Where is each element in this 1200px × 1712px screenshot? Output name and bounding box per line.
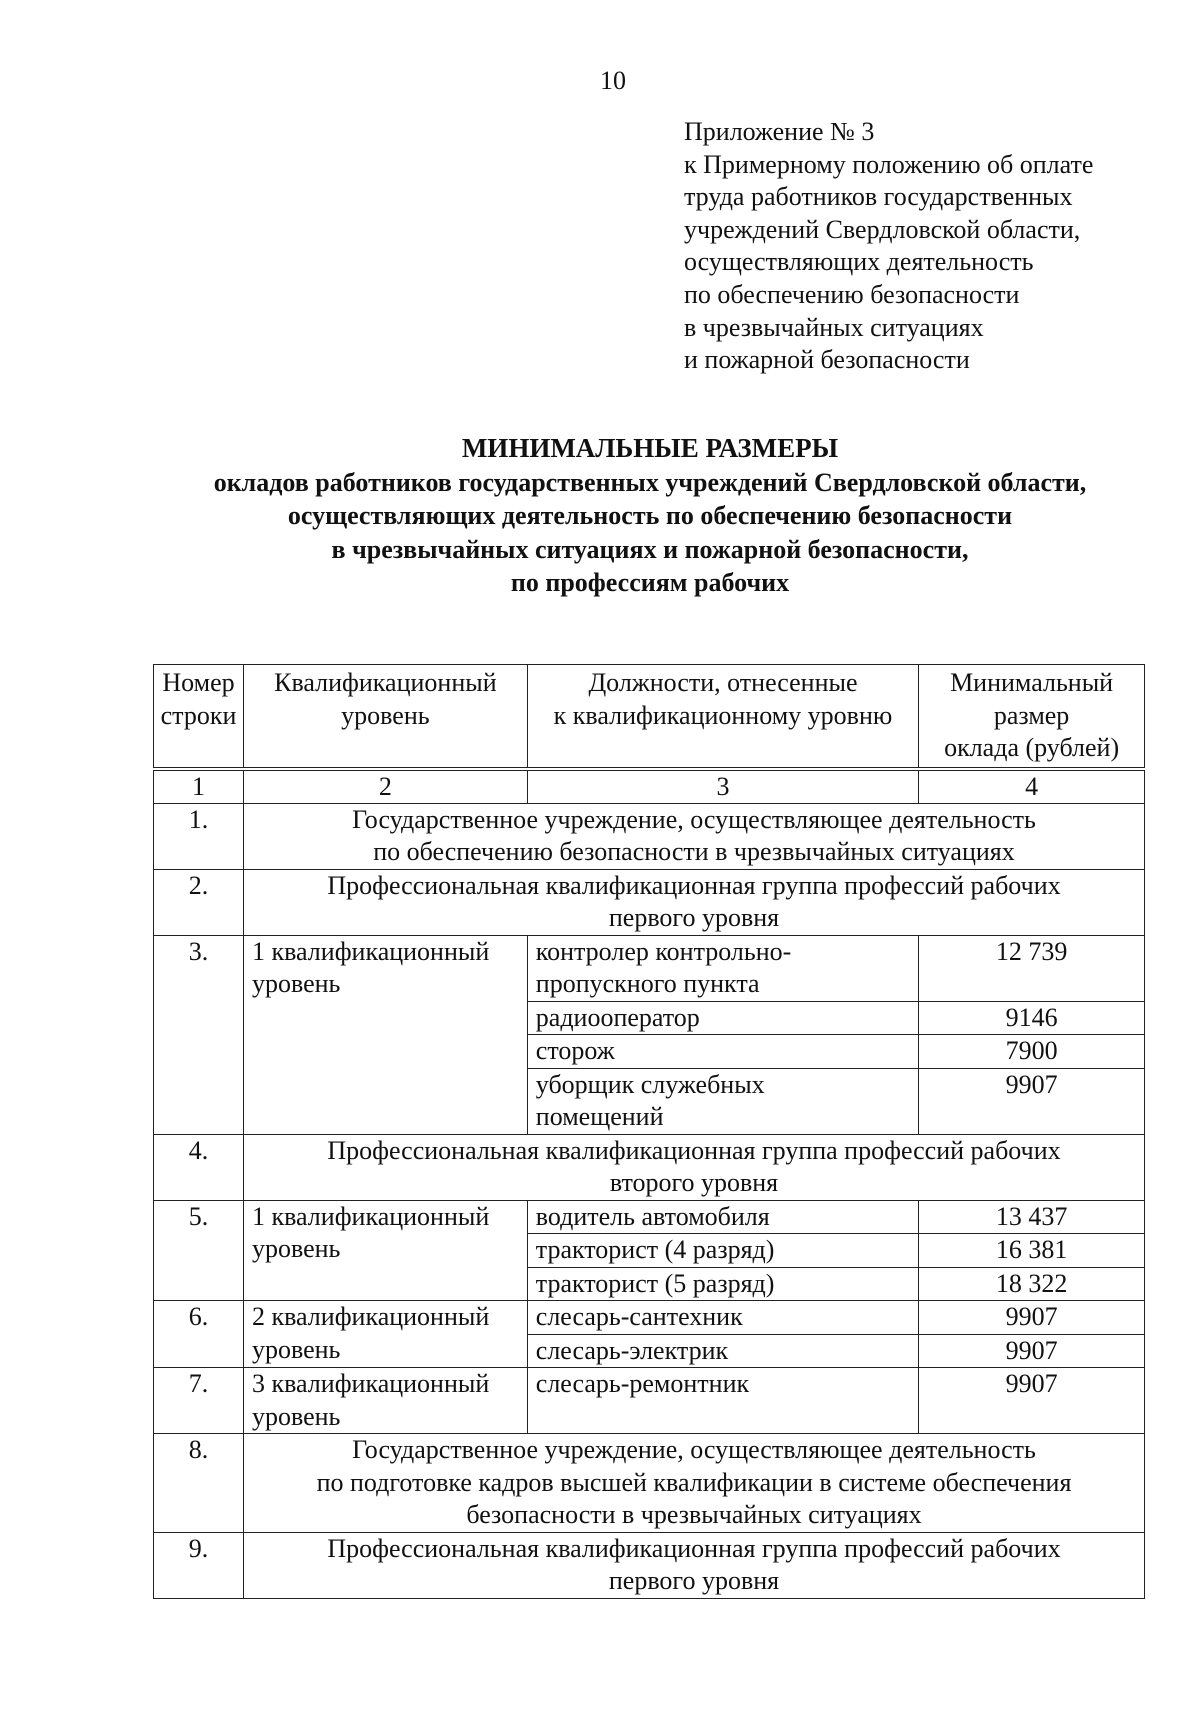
table-row <box>154 803 1145 869</box>
appendix-line: и пожарной безопасности <box>684 345 970 375</box>
appendix-line: к Примерному положению об оплате <box>684 149 1094 179</box>
cell-line: слесарь-ремонтник <box>535 1369 750 1398</box>
document-title <box>100 432 1200 600</box>
column-number: 1 <box>154 769 244 804</box>
cell-line: Профессиональная квалификационная группа профессий рабочих <box>327 1533 1061 1563</box>
cell-line: второго уровня <box>609 1168 779 1197</box>
title-line: осуществляющих деятельность по обеспечению безопасности <box>287 501 1013 530</box>
cell-line: безопасности в чрезвычайных ситуациях <box>466 1500 922 1529</box>
row-number: 5. <box>154 1200 244 1301</box>
cell-line: тракторист (5 разряд) <box>535 1268 775 1298</box>
row-number: 9. <box>154 1532 244 1598</box>
title-heading: МИНИМАЛЬНЫЕ РАЗМЕРЫ <box>461 433 839 463</box>
position-name <box>527 935 918 1001</box>
row-number: 8. <box>154 1434 244 1533</box>
column-numbers-row <box>154 769 1145 804</box>
table-row <box>154 1368 1145 1434</box>
salary-value: 7900 <box>919 1035 1145 1069</box>
section-heading <box>243 1532 1144 1598</box>
cell-line: тракторист (4 разряд) <box>535 1235 775 1264</box>
section-heading <box>243 869 1144 935</box>
column-number: 3 <box>527 769 918 804</box>
table-row <box>154 1134 1145 1200</box>
row-number: 7. <box>154 1368 244 1434</box>
salary-value: 13 437 <box>919 1200 1145 1234</box>
header-row-number: Номер строки <box>154 665 244 769</box>
cell-line: по обеспечению безопасности в чрезвычайных ситуациях <box>373 837 1015 866</box>
appendix-line: осуществляющих деятельность <box>684 247 1034 277</box>
cell-line: Государственное учреждение, осуществляющее деятельность <box>352 804 1036 834</box>
table-header-row <box>154 665 1145 769</box>
salary-value: 9146 <box>919 1001 1145 1035</box>
cell-line: 1 квалификационный <box>251 1201 490 1231</box>
cell-line: слесарь-электрик <box>535 1335 729 1365</box>
appendix-reference <box>684 116 1184 377</box>
appendix-line: Приложение № 3 <box>684 117 875 146</box>
cell-line: первого уровня <box>608 1566 780 1595</box>
cell-line: водитель автомобиля <box>535 1201 770 1231</box>
salary-value: 16 381 <box>919 1234 1145 1268</box>
cell-line: Профессиональная квалификационная группа профессий рабочих <box>327 870 1061 900</box>
section-heading <box>243 803 1144 869</box>
cell-line: по подготовке кадров высшей квалификации в системе обеспечения <box>316 1467 1072 1497</box>
row-number: 2. <box>154 869 244 935</box>
salary-value: 18 322 <box>919 1267 1145 1301</box>
cell-line: радиооператор <box>535 1002 700 1032</box>
column-number: 4 <box>919 769 1145 804</box>
salary-value: 9907 <box>919 1334 1145 1368</box>
header-minimum-salary: Минимальный размер оклада (рублей) <box>919 665 1145 769</box>
qualification-level <box>243 1368 527 1434</box>
table-row <box>154 869 1145 935</box>
title-line: окладов работников государственных учреждений Свердловской области, <box>213 467 1087 497</box>
salary-value: 9907 <box>919 1368 1145 1434</box>
table-row <box>154 1532 1145 1598</box>
cell-line: уровень <box>251 1401 341 1431</box>
cell-line: 1 квалификационный <box>251 936 490 966</box>
column-number: 2 <box>243 769 527 804</box>
position-name <box>527 1001 918 1035</box>
page-number: 10 <box>600 66 626 95</box>
cell-line: контролер контрольно- <box>535 936 792 966</box>
qualification-level <box>243 935 527 1134</box>
position-name <box>527 1035 918 1069</box>
appendix-line: по обеспечению безопасности <box>684 279 1020 309</box>
cell-line: уровень <box>251 969 341 998</box>
cell-line: пропускного пункта <box>535 969 760 998</box>
position-name <box>527 1267 918 1301</box>
table-row <box>154 1200 1145 1234</box>
header-positions: Должности, отнесенные к квалификационному уровню <box>527 665 918 769</box>
appendix-line: труда работников государственных <box>684 182 1073 212</box>
position-name <box>527 1234 918 1268</box>
row-number: 1. <box>154 803 244 869</box>
cell-line: уровень <box>251 1334 341 1364</box>
salary-value: 9907 <box>919 1068 1145 1134</box>
position-name <box>527 1301 918 1335</box>
cell-line: уборщик служебных <box>535 1069 765 1099</box>
table-row <box>154 935 1145 1001</box>
table-row <box>154 1434 1145 1533</box>
position-name <box>527 1068 918 1134</box>
position-name <box>527 1368 918 1434</box>
cell-line: помещений <box>535 1102 664 1131</box>
position-name <box>527 1200 918 1234</box>
section-heading <box>243 1134 1144 1200</box>
cell-line: первого уровня <box>608 903 780 932</box>
section-heading <box>243 1434 1144 1533</box>
row-number: 4. <box>154 1134 244 1200</box>
row-number: 3. <box>154 935 244 1134</box>
qualification-level <box>243 1301 527 1368</box>
row-number: 6. <box>154 1301 244 1368</box>
table-row <box>154 1301 1145 1335</box>
appendix-line: учреждений Свердловской области, <box>684 214 1081 244</box>
cell-line: Государственное учреждение, осуществляющее деятельность <box>352 1435 1036 1464</box>
appendix-line: в чрезвычайных ситуациях <box>684 312 984 342</box>
cell-line: уровень <box>251 1234 341 1263</box>
cell-line: 3 квалификационный <box>251 1369 490 1398</box>
header-qualification-level: Квалификационный уровень <box>243 665 527 769</box>
salary-value: 12 739 <box>919 935 1145 1001</box>
cell-line: Профессиональная квалификационная группа профессий рабочих <box>327 1135 1061 1165</box>
cell-line: сторож <box>535 1036 615 1065</box>
title-line: по профессиям рабочих <box>510 568 790 597</box>
salary-table <box>153 664 1145 1599</box>
table-body <box>154 769 1145 1599</box>
salary-value: 9907 <box>919 1301 1145 1335</box>
qualification-level <box>243 1200 527 1301</box>
cell-line: слесарь-сантехник <box>535 1302 743 1331</box>
title-line: в чрезвычайных ситуациях и пожарной безопасности, <box>331 534 969 564</box>
cell-line: 2 квалификационный <box>251 1302 490 1331</box>
position-name <box>527 1334 918 1368</box>
